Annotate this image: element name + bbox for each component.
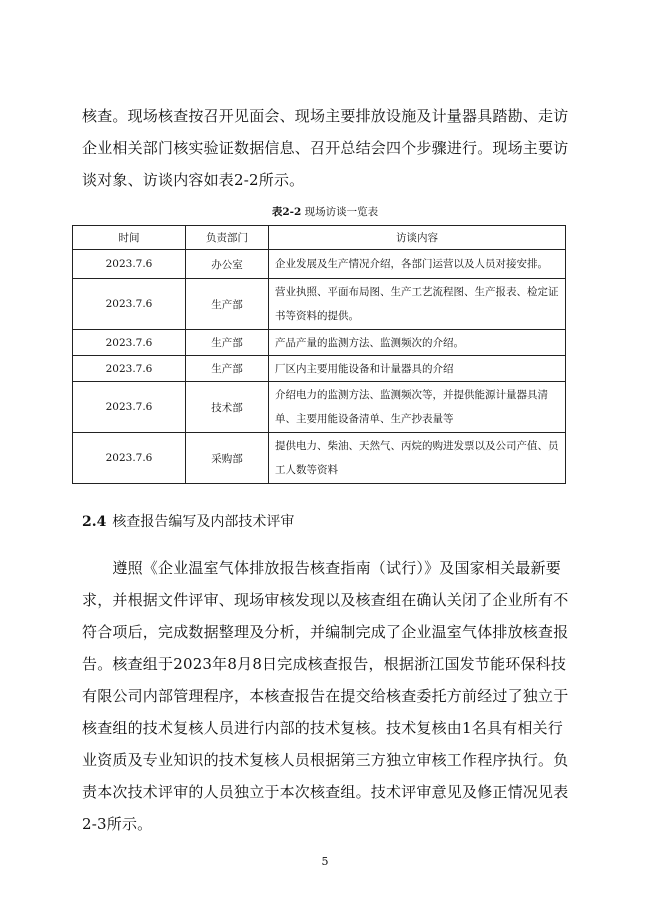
table-row [73, 250, 566, 279]
row-dept: 生产部 [186, 330, 269, 356]
row-date: 2023.7.6 [73, 279, 186, 330]
row-dept: 生产部 [186, 356, 269, 382]
page-number: 5 [321, 855, 329, 868]
row-date: 2023.7.6 [73, 356, 186, 382]
table-row [73, 279, 566, 330]
header-dept: 负责部门 [186, 226, 269, 250]
row-dept: 办公室 [186, 250, 269, 279]
row-content: 厂区内主要用能设备和计量器具的介绍 [269, 356, 566, 382]
table-caption-number: 表2-2 [271, 206, 302, 218]
row-content: 企业发展及生产情况介绍，各部门运营以及人员对接安排。 [269, 250, 566, 279]
table-caption [0, 205, 650, 219]
section-title: 核查报告编写及内部技术评审 [112, 514, 295, 530]
row-content: 产品产量的监测方法、监测频次的介绍。 [269, 330, 566, 356]
table-row [73, 382, 566, 433]
row-dept: 生产部 [186, 279, 269, 330]
table-row [73, 356, 566, 382]
row-content: 提供电力、柴油、天然气、丙烷的购进发票以及公司产值、员工人数等资料 [269, 433, 566, 484]
section-heading [82, 512, 294, 532]
row-date: 2023.7.6 [73, 330, 186, 356]
row-date: 2023.7.6 [73, 250, 186, 279]
header-content: 访谈内容 [269, 226, 566, 250]
header-date: 时间 [73, 226, 186, 250]
row-dept: 采购部 [186, 433, 269, 484]
table-header-row [73, 226, 566, 250]
row-content: 营业执照、平面布局图、生产工艺流程图、生产报表、检定证书等资料的提供。 [269, 279, 566, 330]
row-dept: 技术部 [186, 382, 269, 433]
table-row [73, 433, 566, 484]
body-paragraph: 遵照《企业温室气体排放报告核查指南（试行）》及国家相关最新要求，并根据文件评审、现场审核发现以及核查组在确认关闭了企业所有不符合项后，完成数据整理及分析，并编制完成了企业温室气体排放核查报告。核查组于2023年8月8日完成核查报告，根据浙江国发节能环保科技有限公司内部管理程序，本核查报告在提交给核查委托方前经过了独立于核查组的技术复核人员进行内部的技术复核。技术复核由1名具有相关行业资质及专业知识的技术复核人员根据第三方独立审核工作程序执行。负责本次技术评审的人员独立于本次核查组。技术评审意见及修正情况见表2-3所示。 [82, 559, 569, 833]
row-date: 2023.7.6 [73, 382, 186, 433]
table-row [73, 330, 566, 356]
table-caption-title: 现场访谈一览表 [304, 206, 379, 218]
row-date: 2023.7.6 [73, 433, 186, 484]
intro-paragraph: 核查。现场核查按召开见面会、现场主要排放设施及计量器具踏勘、走访企业相关部门核实验证数据信息、召开总结会四个步骤进行。现场主要访谈对象、访谈内容如表2-2所示。 [82, 107, 569, 189]
row-content: 介绍电力的监测方法、监测频次等，并提供能源计量器具清单、主要用能设备清单、生产抄表量等 [269, 382, 566, 433]
visit-table [72, 225, 566, 484]
section-number: 2.4 [82, 514, 107, 530]
